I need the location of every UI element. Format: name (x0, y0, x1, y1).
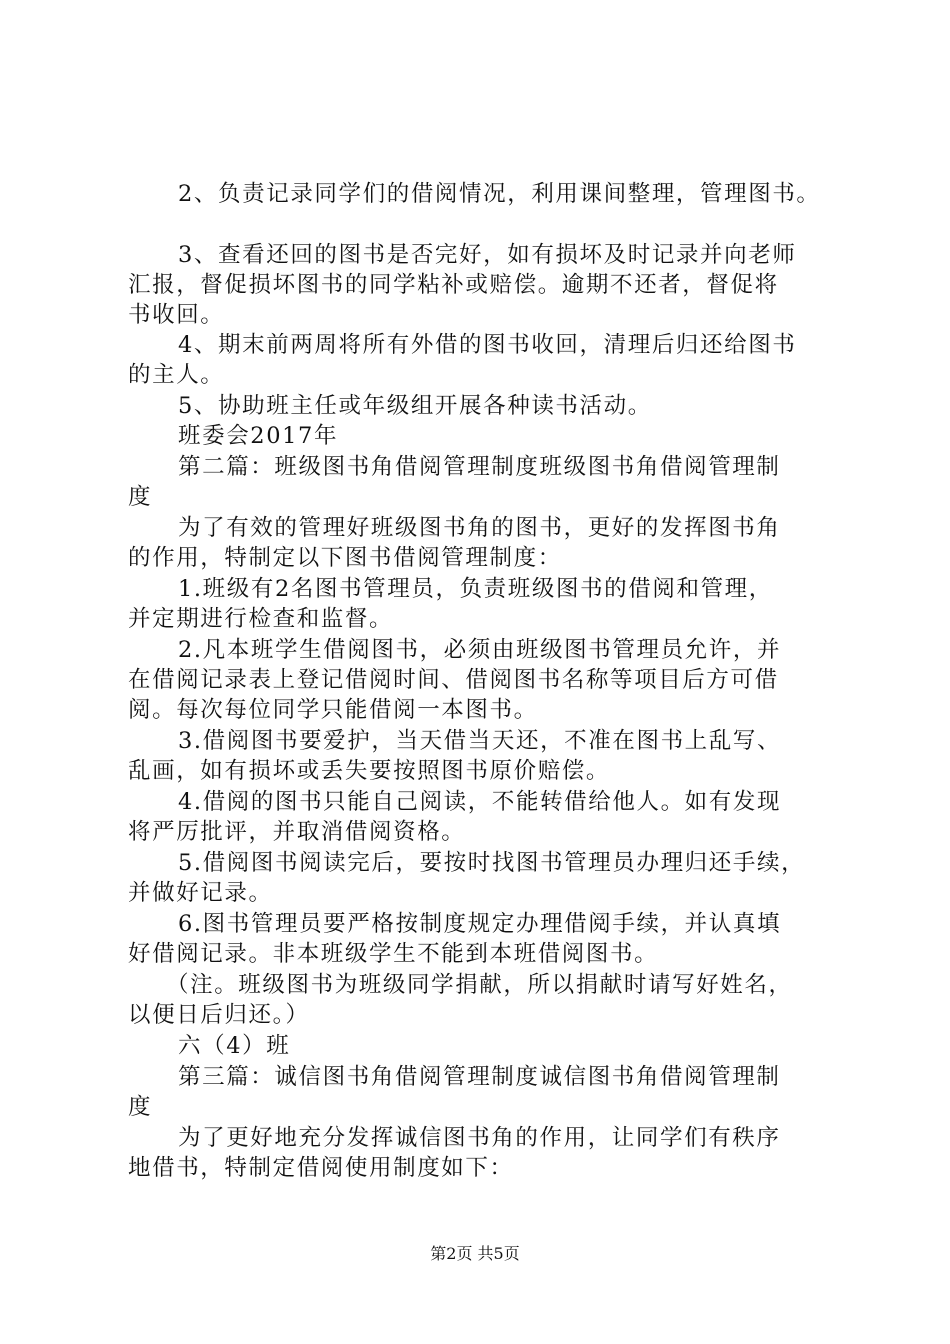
text-line: 好借阅记录。非本班级学生不能到本班借阅图书。 (128, 941, 659, 967)
text-line: 6.图书管理员要严格按制度规定办理借阅手续，并认真填 (178, 911, 782, 937)
text-line: 5、协助班主任或年级组开展各种读书活动。 (178, 393, 652, 419)
text-line: 5.借阅图书阅读完后，要按时找图书管理员办理归还手续， (178, 850, 806, 876)
text-line: 的主人。 (128, 362, 225, 388)
text-line: 的作用，特制定以下图书借阅管理制度： (128, 545, 562, 571)
note-line: （注。班级图书为班级同学捐献，所以捐献时请写好姓名， (166, 972, 793, 998)
section-heading: 第三篇：诚信图书角借阅管理制度诚信图书角借阅管理制 (178, 1064, 781, 1090)
note-line: 以便日后归还。） (128, 1002, 310, 1028)
text-line: 并定期进行检查和监督。 (128, 606, 394, 632)
text-line: 地借书，特制定借阅使用制度如下： (128, 1155, 514, 1181)
text-line: 1.班级有2名图书管理员，负责班级图书的借阅和管理， (178, 576, 773, 602)
text-line: 3.借阅图书要爱护，当天借当天还，不准在图书上乱写、 (178, 728, 782, 754)
section-heading-continued: 度 (128, 484, 153, 510)
text-line: 为了有效的管理好班级图书角的图书，更好的发挥图书角 (178, 515, 781, 541)
text-line: 汇报，督促损坏图书的同学粘补或赔偿。逾期不还者，督促将 (128, 272, 779, 298)
text-line: 乱画，如有损坏或丢失要按照图书原价赔偿。 (128, 758, 611, 784)
text-line: 班委会2017年 (178, 423, 339, 449)
text-line: 为了更好地充分发挥诚信图书角的作用，让同学们有秩序 (178, 1125, 781, 1151)
text-line: 将严厉批评，并取消借阅资格。 (128, 819, 466, 845)
text-line: 并做好记录。 (128, 880, 273, 906)
text-line: 2、负责记录同学们的借阅情况，利用课间整理，管理图书。 (178, 181, 821, 207)
text-line: 4、期末前两周将所有外借的图书收回，清理后归还给图书 (178, 332, 797, 358)
page-footer: 第2页 共5页 (430, 1244, 520, 1263)
text-line: 阅。每次每位同学只能借阅一本图书。 (128, 697, 538, 723)
text-line: 2.凡本班学生借阅图书，必须由班级图书管理员允许，并 (178, 637, 782, 663)
section-heading-continued: 度 (128, 1094, 153, 1120)
text-line: 书收回。 (128, 302, 225, 328)
section-heading: 第二篇：班级图书角借阅管理制度班级图书角借阅管理制 (178, 454, 781, 480)
text-line: 4.借阅的图书只能自己阅读，不能转借给他人。如有发现 (178, 789, 782, 815)
class-signature: 六（4）班 (178, 1033, 291, 1059)
text-line: 在借阅记录表上登记借阅时间、借阅图书名称等项目后方可借 (128, 667, 779, 693)
text-line: 3、查看还回的图书是否完好，如有损坏及时记录并向老师 (178, 242, 797, 268)
